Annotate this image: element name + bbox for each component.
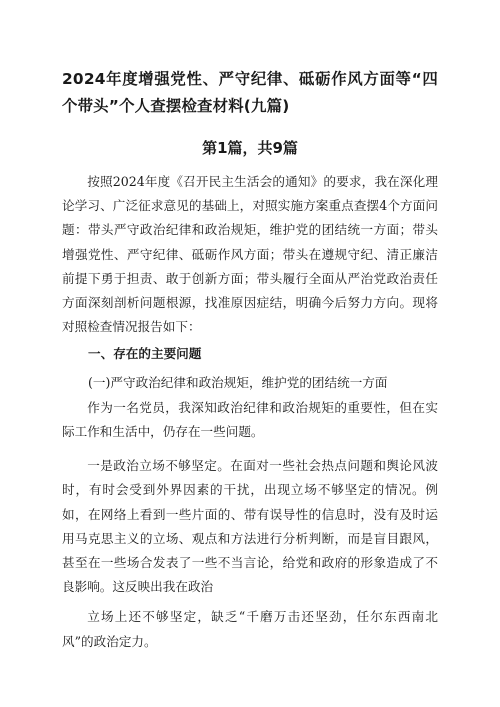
section-heading: 一、存在的主要问题 — [88, 346, 202, 362]
body-paragraph: 一是政治立场不够坚定。在面对一些社会热点问题和舆论风波时，有时会受到外界因素的干扰，出现立场不够坚定的情况。例如，在网络上看到一些片面的、带有误导性的信息时，没有及时运用马克思主义的立场、观点和方法进行分析判断，而是盲目跟风，甚至在一些场合发表了一些不当言论，给党和政府的形象造成了不良影响。这反映出我在政治 — [62, 458, 438, 595]
document-title: 2024年度增强党性、严守纪律、砥砺作风方面等“四个带头”个人查摆检查材料(九篇) — [62, 70, 438, 115]
part-label: 第1篇，共9篇 — [202, 139, 298, 157]
body-paragraph: 作为一名党员，我深知政治纪律和政治规矩的重要性，但在实际工作和生活中，仍存在一些问题。 — [62, 399, 438, 440]
sub-section-heading: (一)严守政治纪律和政治规矩，维护党的团结统一方面 — [88, 374, 388, 390]
body-paragraph: 立场上还不够坚定，缺乏“千磨万击还坚劲，任尔东西南北风”的政治定力。 — [62, 609, 438, 649]
intro-paragraph: 按照2024年度《召开民主生活会的通知》的要求，我在深化理论学习、广泛征求意见的基础上，对照实施方案重点查摆4个方面问题：带头严守政治纪律和政治规矩，维护党的团结统一方面；带头增强党性、严守纪律、砥砺作风方面；带头在遵规守纪、清正廉洁前提下勇于担责、敢于创新方面；带头履行全面从严治党政治责任方面深刻剖析问题根源，找准原因症结，明确今后努力方向。现将对照检查情况报告如下： — [62, 174, 438, 335]
